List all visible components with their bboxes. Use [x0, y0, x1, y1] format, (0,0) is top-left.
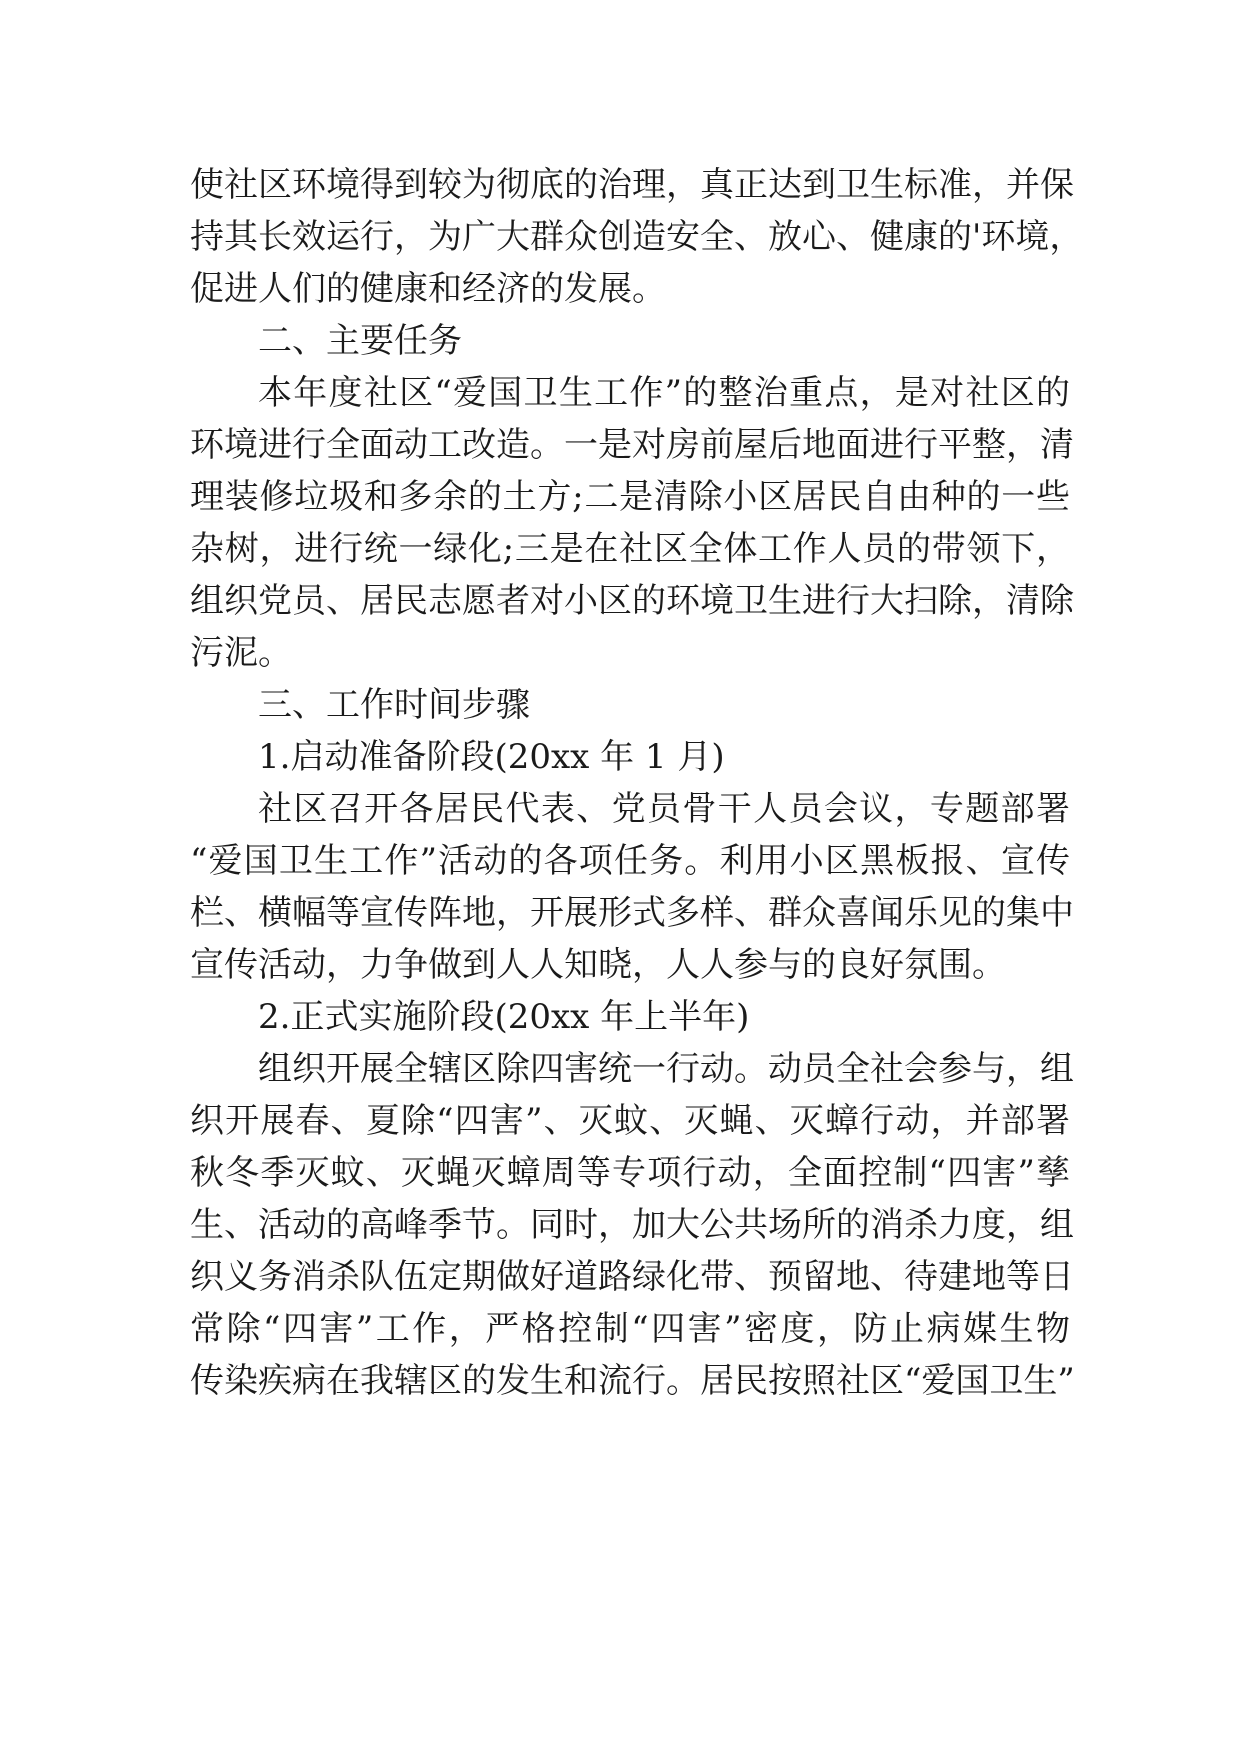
text-line: 杂树，进行统一绿化;三是在社区全体工作人员的带领下， — [190, 529, 1070, 569]
section-heading: 三、工作时间步骤 — [258, 685, 530, 725]
text-line: 栏、横幅等宣传阵地，开展形式多样、群众喜闻乐见的集中 — [190, 893, 1074, 933]
text-line: 持其长效运行，为广大群众创造安全、放心、健康的'环境， — [190, 217, 1084, 257]
section-heading: 二、主要任务 — [258, 321, 462, 361]
text-line: 本年度社区“爱国卫生工作”的整治重点，是对社区的 — [258, 373, 1070, 413]
document-body — [190, 159, 1084, 1407]
subsection-heading: 1.启动准备阶段(20xx 年 1 月) — [258, 737, 725, 777]
text-line: 宣传活动，力争做到人人知晓，人人参与的良好氛围。 — [190, 945, 1006, 985]
text-line: 组织党员、居民志愿者对小区的环境卫生进行大扫除，清除 — [190, 581, 1074, 621]
text-line: 环境进行全面动工改造。一是对房前屋后地面进行平整，清 — [190, 425, 1074, 465]
text-line: 促进人们的健康和经济的发展。 — [190, 269, 666, 309]
text-line: 织开展春、夏除“四害”、灭蚊、灭蝇、灭蟑行动，并部署 — [190, 1101, 1070, 1141]
text-line: 秋冬季灭蚊、灭蝇灭蟑周等专项行动，全面控制“四害”孳 — [190, 1153, 1070, 1193]
text-line: 织义务消杀队伍定期做好道路绿化带、预留地、待建地等日 — [190, 1257, 1074, 1297]
text-line: 理装修垃圾和多余的土方;二是清除小区居民自由种的一些 — [190, 477, 1070, 517]
text-line: 社区召开各居民代表、党员骨干人员会议，专题部署 — [258, 789, 1070, 829]
text-line: “爱国卫生工作”活动的各项任务。利用小区黑板报、宣传 — [190, 841, 1070, 881]
text-line: 常除“四害”工作，严格控制“四害”密度，防止病媒生物 — [190, 1309, 1070, 1349]
text-line: 使社区环境得到较为彻底的治理，真正达到卫生标准，并保 — [190, 165, 1074, 205]
text-line: 污泥。 — [190, 633, 292, 673]
subsection-heading: 2.正式实施阶段(20xx 年上半年) — [258, 997, 750, 1037]
text-line: 传染疾病在我辖区的发生和流行。居民按照社区“爱国卫生” — [190, 1361, 1075, 1401]
text-line: 组织开展全辖区除四害统一行动。动员全社会参与，组 — [258, 1049, 1074, 1089]
text-line: 生、活动的高峰季节。同时，加大公共场所的消杀力度，组 — [190, 1205, 1074, 1245]
